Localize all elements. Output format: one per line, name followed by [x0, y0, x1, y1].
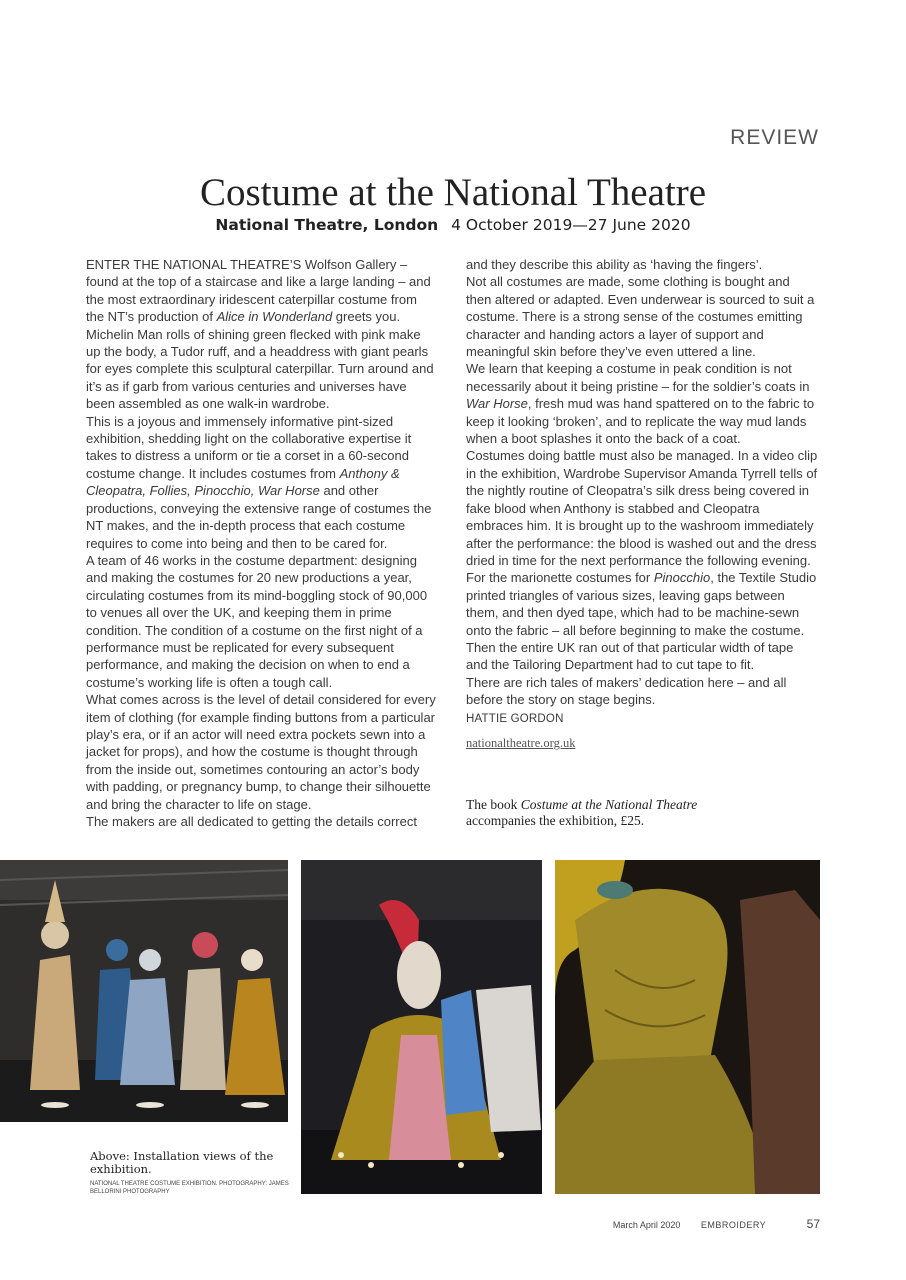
- article-subtitle: [0, 216, 906, 234]
- photo-installation-view-1: [0, 860, 288, 1122]
- text-column-2: [466, 256, 818, 752]
- paragraph: For the marionette costumes for Pinocchio, the Textile Studio printed triangles of various sizes, leaving gaps between them, and then dyed tape, which had to be machine-sewn onto the fabric – all before beginning to make the costume. Then the entire UK ran out of that particular width of tape and the Tailoring Department had to cut tape to fit.: [466, 570, 817, 673]
- website-link[interactable]: nationaltheatre.org.uk: [466, 735, 576, 750]
- yellow-gown-image: [301, 860, 542, 1194]
- text-column-1: [86, 256, 438, 830]
- paragraph: What comes across is the level of detail considered for every item of clothing (for example finding buttons from a particular play’s era, or if an actor will need extra pockets sewn into a jacket for props), and how the costume is thought through from the inside out, sometimes contouring an actor’s body with padding, or pregnancy bump, to change their silhouette and bring the character to life on stage.: [86, 692, 436, 812]
- book-note: The book Costume at the National Theatre accompanies the exhibition, £25.: [466, 797, 698, 828]
- photo-installation-view-3: [555, 860, 820, 1194]
- paragraph: and they describe this ability as ‘having the fingers’.: [466, 257, 763, 272]
- paragraph: A team of 46 works in the costume department: designing and making the costumes for 20 new productions a year, circulating costumes from its mind-boggling stock of 90,000 to venues all over the UK, and keeping them in prime condition. The condition of a costume on the first night of a performance must be replicated for every subsequent performance, and making the decision on when to end a costume’s working life is often a tough call.: [86, 552, 428, 690]
- caption-text: Above: Installation views of the exhibition.: [90, 1149, 274, 1176]
- page-number: 57: [806, 1217, 820, 1231]
- magazine-name: EMBROIDERY: [700, 1220, 767, 1230]
- page-footer: [613, 1215, 820, 1233]
- costume-gallery-image: [0, 860, 288, 1122]
- article-title: Costume at the National Theatre: [199, 171, 707, 214]
- photo-caption: [90, 1150, 290, 1196]
- photo-installation-view-2: [301, 860, 542, 1194]
- issue-date: March April 2020: [612, 1220, 681, 1230]
- paragraph: Costumes doing battle must also be managed. In a video clip in the exhibition, Wardrobe Supervisor Amanda Tyrrell tells of the nightly routine of Cleopatra’s silk dress being covered in fake blood when Anthony is stabbed and Cleopatra embraces him. It is brought up to the washroom immediately after the performance: the blood is washed out and the dress dried in time for the next performance the following evening.: [466, 448, 818, 568]
- author-byline: HATTIE GORDON: [466, 712, 564, 725]
- paragraph: There are rich tales of makers’ dedication here – and all before the story on stage begins.: [466, 674, 787, 708]
- paragraph: The makers are all dedicated to getting the details correct: [86, 814, 417, 829]
- paragraph: This is a joyous and immensely informative pint-sized exhibition, shedding light on the collaborative expertise it takes to distress a uniform or tie a corset in a 60-second costume change. It includes costumes from Anthony & Cleopatra, Follies, Pinocchio, War Horse and other productions, conveying the extensive range of costumes the NT makes, and the in-depth process that each costume requires to come into being and then to be cared for.: [86, 413, 432, 551]
- ochre-dress-closeup-image: [555, 860, 820, 1194]
- paragraph: Not all costumes are made, some clothing is bought and then altered or adapted. Even underwear is sourced to suit a costume. There is a strong sense of the costumes emitting character and handing actors a layer of support and meaningful skin before they’ve even uttered a line.: [466, 274, 815, 360]
- photo-credit: NATIONAL THEATRE COSTUME EXHIBITION. PHOTOGRAPHY: JAMES BELLORINI PHOTOGRAPHY: [90, 1181, 289, 1195]
- exhibition-dates: 4 October 2019—27 June 2020: [451, 216, 691, 234]
- section-label: REVIEW: [730, 126, 819, 149]
- venue: National Theatre, London: [215, 216, 439, 234]
- paragraph: ENTER THE NATIONAL THEATRE’S Wolfson Gallery – found at the top of a staircase and like a large landing – and the most extraordinary iridescent caterpillar costume from the NT’s production of Alice in Wonderland greets you. Michelin Man rolls of shining green flecked with pink make up the body, a Tudor ruff, and a headdress with giant pearls for eyes complete this sculptural caterpillar. Turn around and it’s as if garb from various centuries and universes have been assembled as one walk-in wardrobe.: [86, 257, 434, 412]
- paragraph: We learn that keeping a costume in peak condition is not necessarily about it being pristine – for the soldier’s coats in War Horse, fresh mud was hand spattered on to the fabric to keep it looking ‘broken’, and to replicate the way mud lands when a boot splashes it onto the back of a coat.: [466, 361, 815, 447]
